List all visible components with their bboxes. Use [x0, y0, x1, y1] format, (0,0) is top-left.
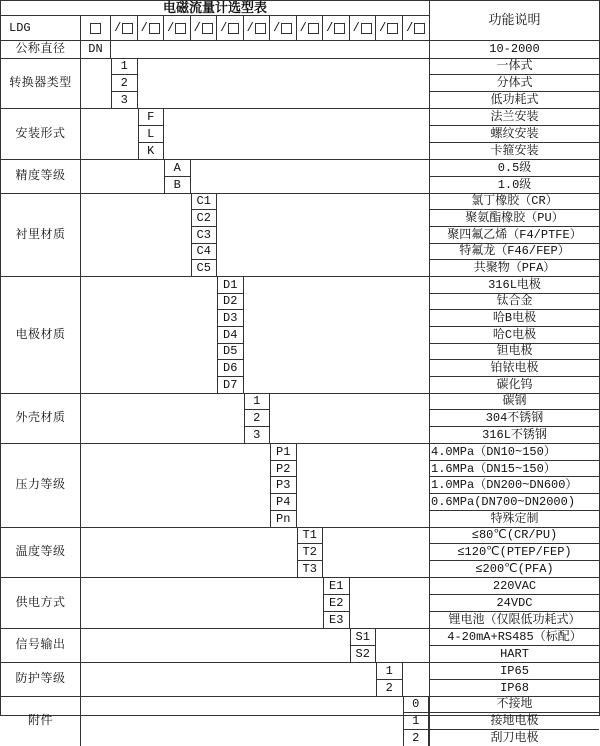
slash-separator: / [300, 22, 307, 34]
description-cell: ≤120℃(PTEP/FEP) [430, 544, 599, 561]
gap-cell [164, 109, 429, 159]
gap-cell [81, 109, 138, 159]
slash-separator: / [379, 22, 386, 34]
category-label: 外壳材质 [1, 394, 81, 444]
code-cell: D5 [218, 344, 243, 361]
category-block [1, 393, 599, 444]
category-label: 电极材质 [1, 277, 81, 393]
gap-cell [297, 444, 430, 527]
description-column [429, 444, 599, 527]
description-cell: 1.0MPa（DN200~DN600） [430, 477, 599, 494]
description-cell: 316L电极 [430, 277, 599, 294]
code-cell: S2 [351, 646, 376, 662]
description-cell: 24VDC [430, 595, 599, 612]
gap-cell [81, 194, 191, 277]
gap-cell [138, 59, 430, 109]
slash-separator: / [353, 22, 360, 34]
code-cell: 1 [245, 394, 270, 411]
gap-cell [81, 578, 323, 628]
code-cell: Pn [271, 511, 296, 527]
category-block [1, 443, 599, 527]
gap-cell [270, 394, 429, 444]
description-column [429, 41, 599, 58]
category-label: 转换器类型 [1, 59, 81, 109]
description-cell: 低功耗式 [430, 92, 599, 108]
description-cell: ≤200℃(PFA) [430, 561, 599, 577]
code-placeholder-box-icon [228, 23, 239, 34]
description-cell: 特氟龙（F46/FEP） [430, 244, 599, 261]
description-cell: 卡箍安装 [430, 143, 599, 159]
description-cell: 钛合金 [430, 294, 599, 311]
gap-cell [81, 160, 164, 193]
description-cell: 共聚物（PFA） [430, 260, 599, 276]
code-placeholder-box-icon [308, 23, 319, 34]
description-cell: 不接地 [430, 697, 599, 714]
code-cell: D6 [218, 360, 243, 377]
code-column [376, 663, 403, 696]
code-cell: E3 [324, 612, 349, 628]
description-column [429, 59, 599, 109]
model-code-cell [191, 16, 218, 40]
code-cell: K [139, 143, 164, 159]
dn-row [1, 40, 599, 58]
model-code-cell [270, 16, 297, 40]
description-cell: 碳钢 [430, 394, 599, 411]
gap-cell [350, 578, 430, 628]
header-left [1, 1, 430, 40]
description-cell: 聚氨酯橡胶（PU） [430, 210, 599, 227]
description-column [429, 160, 599, 193]
description-cell: 特殊定制 [430, 511, 599, 527]
gap-cell [81, 697, 403, 746]
model-code-cell [244, 16, 271, 40]
description-cell: 4-20mA+RS485（标配） [430, 629, 599, 646]
model-prefix-cell: LDG [1, 16, 81, 40]
code-cell: 2 [245, 410, 270, 427]
description-cell: 哈C电极 [430, 327, 599, 344]
code-column [217, 277, 244, 393]
category-label: 附件 [1, 697, 81, 746]
category-label: 精度等级 [1, 160, 81, 193]
code-cell: 2 [377, 680, 402, 696]
slash-separator: / [220, 22, 227, 34]
code-cell: C4 [192, 244, 217, 261]
description-cell: 220VAC [430, 578, 599, 595]
code-cell: E2 [324, 595, 349, 612]
description-cell: 哈B电极 [430, 310, 599, 327]
gap-cell [217, 194, 429, 277]
code-cell: E1 [324, 578, 349, 595]
category-block [1, 58, 599, 109]
description-column [429, 394, 599, 444]
code-cell: F [139, 109, 164, 126]
code-column [350, 629, 377, 662]
code-placeholder-box-icon [334, 23, 345, 34]
description-cell: 1.6MPa（DN15~150） [430, 461, 599, 478]
description-cell: ≤80℃(CR/PU) [430, 528, 599, 545]
dn-code-cell: DN [81, 41, 111, 58]
category-label: 压力等级 [1, 444, 81, 527]
description-cell: 接地电极 [430, 713, 599, 730]
description-cell: 锂电池（仅限低功耗式） [430, 612, 599, 628]
code-cell: 1 [377, 663, 402, 680]
code-placeholder-box-icon [122, 23, 133, 34]
code-cell: P2 [271, 461, 296, 478]
code-placeholder-box-icon [255, 23, 266, 34]
model-code-cell [376, 16, 403, 40]
description-cell: 铂铱电极 [430, 360, 599, 377]
header-row [1, 1, 599, 40]
code-column [244, 394, 271, 444]
code-column [270, 444, 297, 527]
category-label: 防护等级 [1, 663, 81, 696]
description-cell: 分体式 [430, 75, 599, 92]
gap-cell [81, 629, 350, 662]
gap-cell [81, 277, 217, 393]
category-label: 衬里材质 [1, 194, 81, 277]
category-label: 供电方式 [1, 578, 81, 628]
code-column [164, 160, 191, 193]
slash-separator: / [273, 22, 280, 34]
model-code-cell [138, 16, 165, 40]
code-cell: C2 [192, 210, 217, 227]
code-cell: S1 [351, 629, 376, 646]
model-code-row [1, 16, 429, 40]
model-code-cell [111, 16, 138, 40]
description-column [429, 578, 599, 628]
description-column [429, 194, 599, 277]
description-cell: 10-2000 [430, 41, 599, 58]
code-cell: T2 [298, 544, 323, 561]
code-cell: P1 [271, 444, 296, 461]
code-cell: 1 [404, 713, 429, 730]
category-block [1, 193, 599, 277]
code-cell: L [139, 126, 164, 143]
code-column [403, 697, 430, 746]
description-cell: 316L不锈钢 [430, 427, 599, 443]
model-code-cell [297, 16, 324, 40]
code-cell: D3 [218, 310, 243, 327]
code-cell: 2 [404, 730, 429, 746]
description-cell: IP68 [430, 680, 599, 696]
category-label: 信号输出 [1, 629, 81, 662]
category-block [1, 276, 599, 393]
description-cell: 刮刀电极 [430, 730, 599, 746]
model-code-cell [217, 16, 244, 40]
model-code-cell [81, 16, 111, 40]
description-cell: IP65 [430, 663, 599, 680]
category-label: 温度等级 [1, 528, 81, 578]
gap-cell [81, 444, 270, 527]
code-cell: 2 [112, 75, 137, 92]
category-label: 公称直径 [1, 41, 81, 58]
description-column [429, 663, 599, 696]
gap-cell [111, 41, 429, 58]
code-cell: D2 [218, 294, 243, 311]
code-cell: 3 [112, 92, 137, 108]
description-cell: HART [430, 646, 599, 662]
code-column [297, 528, 324, 578]
code-cell: C5 [192, 260, 217, 276]
description-cell: 一体式 [430, 59, 599, 76]
slash-separator: / [406, 22, 413, 34]
code-placeholder-box-icon [387, 23, 398, 34]
code-cell: B [165, 177, 190, 193]
model-code-cell [323, 16, 350, 40]
description-column [429, 277, 599, 393]
model-code-cell [164, 16, 191, 40]
description-column [429, 629, 599, 662]
code-cell: C3 [192, 227, 217, 244]
code-placeholder-box-icon [175, 23, 186, 34]
description-cell: 0.5级 [430, 160, 599, 177]
code-placeholder-box-icon [149, 23, 160, 34]
description-cell: 法兰安装 [430, 109, 599, 126]
description-cell: 钽电极 [430, 344, 599, 361]
gap-cell [81, 528, 297, 578]
description-cell: 1.0级 [430, 177, 599, 193]
code-cell: C1 [192, 194, 217, 211]
model-code-cell [403, 16, 430, 40]
category-block [1, 527, 599, 578]
code-cell: T3 [298, 561, 323, 577]
description-cell: 聚四氟乙烯（F4/PTFE） [430, 227, 599, 244]
description-cell: 碳化钨 [430, 377, 599, 393]
description-cell: 4.0MPa（DN10~150） [430, 444, 599, 461]
description-cell: 0.6MPa(DN700~DN2000) [430, 494, 599, 511]
slash-separator: / [167, 22, 174, 34]
description-column [429, 528, 599, 578]
category-block [1, 628, 599, 662]
code-column [138, 109, 165, 159]
gap-cell [81, 59, 111, 109]
code-placeholder-box-icon [202, 23, 213, 34]
category-block [1, 577, 599, 628]
description-cell: 螺纹安装 [430, 126, 599, 143]
code-cell: A [165, 160, 190, 177]
gap-cell [191, 160, 430, 193]
code-placeholder-box-icon [90, 23, 101, 34]
gap-cell [323, 528, 429, 578]
code-cell: P4 [271, 494, 296, 511]
code-cell: P3 [271, 477, 296, 494]
slash-separator: / [247, 22, 254, 34]
code-column [323, 578, 350, 628]
description-cell: 304不锈钢 [430, 410, 599, 427]
gap-cell [403, 663, 430, 696]
category-label: 安装形式 [1, 109, 81, 159]
code-cell: 3 [245, 427, 270, 443]
code-cell: 1 [112, 59, 137, 76]
function-column-header: 功能说明 [430, 1, 599, 40]
gap-cell [81, 394, 244, 444]
code-cell: D4 [218, 327, 243, 344]
slash-separator: / [326, 22, 333, 34]
code-column [191, 194, 218, 277]
description-column [429, 109, 599, 159]
code-placeholder-box-icon [414, 23, 425, 34]
model-code-cell [350, 16, 377, 40]
category-block [1, 662, 599, 696]
page-title: 电磁流量计选型表 [1, 1, 429, 16]
slash-separator: / [114, 22, 121, 34]
category-block [1, 159, 599, 193]
gap-cell [376, 629, 429, 662]
code-placeholder-box-icon [281, 23, 292, 34]
gap-cell [81, 663, 376, 696]
code-column [111, 59, 138, 109]
code-cell: D1 [218, 277, 243, 294]
code-placeholder-box-icon [361, 23, 372, 34]
description-cell: 氯丁橡胶（CR） [430, 194, 599, 211]
code-cell: D7 [218, 377, 243, 393]
category-block [1, 696, 599, 746]
code-cell: 0 [404, 697, 429, 714]
description-column [429, 697, 599, 746]
category-block [1, 108, 599, 159]
code-cell: T1 [298, 528, 323, 545]
slash-separator: / [194, 22, 201, 34]
slash-separator: / [141, 22, 148, 34]
gap-cell [244, 277, 430, 393]
